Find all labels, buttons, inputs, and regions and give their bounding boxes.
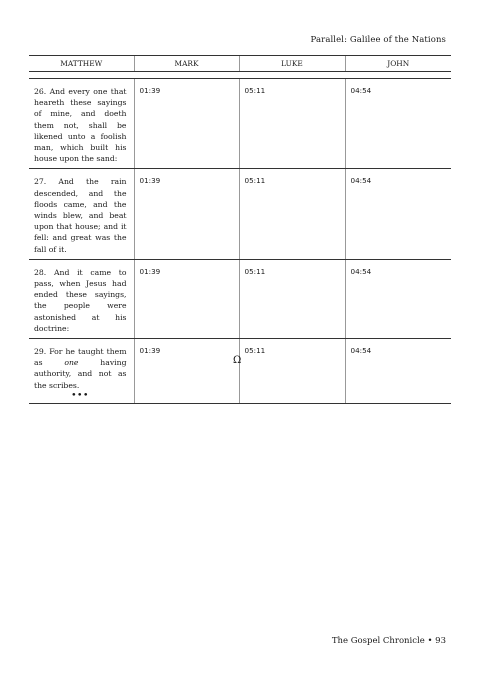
matthew-verse-cell: 26. And every one that heareth these sayings of mine, and doeth them not, shall be likened unto a foolish man, which built his house upon the sand: — [29, 79, 134, 169]
table-row — [29, 169, 451, 259]
column-header-john: JOHN — [345, 56, 451, 72]
luke-reference-cell: 05:11 — [239, 169, 345, 259]
mark-reference-cell: 01:39 — [134, 169, 239, 259]
verse-emphasis: one — [64, 358, 79, 368]
luke-reference-cell: 05:11 — [239, 339, 345, 404]
page-footer: The Gospel Chronicle • 93 — [331, 636, 446, 646]
verse-text-start: 29. For he taught them as — [34, 347, 127, 368]
table-row — [29, 259, 451, 338]
continuation-ellipsis: ••• — [71, 389, 90, 399]
matthew-verse-cell — [29, 339, 134, 404]
mark-reference-cell: 01:39 — [134, 259, 239, 338]
mark-reference-cell: 01:39 — [134, 79, 239, 169]
luke-reference-cell: 05:11 — [239, 79, 345, 169]
john-reference-cell: 04:54 — [345, 339, 451, 404]
header-row — [29, 56, 451, 72]
omega-end-mark: Ω — [233, 355, 242, 366]
john-reference-cell: 04:54 — [345, 79, 451, 169]
column-header-matthew: MATTHEW — [29, 56, 134, 72]
verse-text-end: having authority, and not as the scribes. — [34, 358, 127, 390]
mark-reference-cell: 01:39 — [134, 339, 239, 404]
spacer-cell — [29, 72, 451, 79]
column-header-luke: LUKE — [239, 56, 345, 72]
table-row — [29, 339, 451, 404]
john-reference-cell: 04:54 — [345, 259, 451, 338]
matthew-verse-cell: 27. And the rain descended, and the floods came, and the winds blew, and beat upon that house; and it fell: and great was the fall of it. — [29, 169, 134, 259]
john-reference-cell: 04:54 — [345, 169, 451, 259]
matthew-verse-cell: 28. And it came to pass, when Jesus had ended these sayings, the people were astonished at his doctrine: — [29, 259, 134, 338]
table-row — [29, 79, 451, 169]
spacer-row — [29, 72, 451, 79]
parallel-table — [29, 55, 451, 404]
column-header-mark: MARK — [134, 56, 239, 72]
luke-reference-cell: 05:11 — [239, 259, 345, 338]
running-head: Parallel: Galilee of the Nations — [310, 35, 446, 45]
